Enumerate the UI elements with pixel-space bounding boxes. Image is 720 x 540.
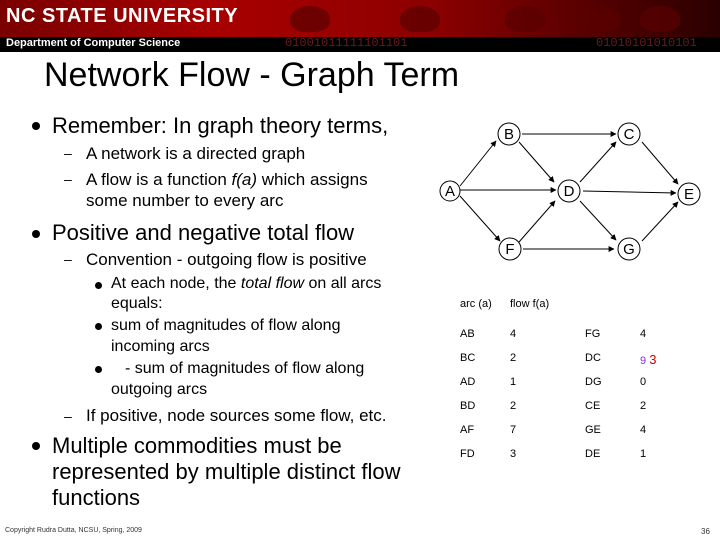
node-label-c: C	[623, 126, 635, 143]
flow-cell: 2	[510, 400, 517, 412]
edge-dg	[580, 201, 616, 240]
header-arc: arc (a)	[460, 298, 492, 310]
sub-bullet-convention: Convention - outgoing flow is positive	[86, 250, 367, 269]
edge-ab	[460, 141, 496, 186]
item-incoming: sum of magnitudes of flow along	[111, 317, 341, 334]
node-label-b: B	[503, 126, 515, 143]
total-flow-text: At each node, the	[111, 275, 241, 292]
wolf-logo-icon	[580, 6, 620, 32]
arc-cell: GE	[585, 424, 601, 436]
table-header-row	[460, 298, 680, 328]
item-outgoing-cont: outgoing arcs	[111, 381, 208, 398]
arc-cell: CE	[585, 400, 601, 412]
table-row	[460, 424, 680, 448]
flow-cell: 2	[510, 352, 517, 364]
bullet-remember: Remember: In graph theory terms,	[52, 113, 389, 138]
bullet-dot	[32, 442, 40, 450]
sub-bullet-flow	[86, 170, 368, 190]
arc-cell: DC	[585, 352, 601, 364]
dash-marker: –	[64, 145, 72, 161]
node-label-d: D	[563, 183, 575, 200]
network-graph	[430, 118, 720, 278]
flow-cell: 1	[510, 376, 517, 388]
flow-def-text: A flow is a function	[86, 170, 232, 189]
edge-ge	[642, 202, 678, 241]
table-row	[460, 352, 680, 376]
header-flow: flow f(a)	[510, 298, 550, 310]
copyright-footer: Copyright Rudra Dutta, NCSU, Spring, 2009	[5, 527, 142, 534]
binary-decoration: 01001011111101101	[285, 36, 408, 50]
edge-ce	[642, 142, 678, 184]
arc-cell: FG	[585, 328, 601, 340]
flow-cell: 4	[640, 328, 647, 340]
bullet-dot	[32, 122, 40, 130]
bullet-dot	[95, 282, 102, 289]
sub-bullet-network: A network is a directed graph	[86, 144, 306, 163]
table-row	[460, 448, 680, 472]
flow-cell: 4	[640, 424, 647, 436]
flow-table	[460, 298, 680, 472]
header-empty	[640, 298, 680, 328]
corrected-value: 3	[649, 352, 657, 367]
page-number: 36	[701, 527, 710, 536]
node-label-f: F	[505, 241, 515, 258]
sub-bullet-if-positive: If positive, node sources some flow, etc.	[86, 406, 387, 425]
graph-node-labels	[445, 126, 694, 258]
dash-marker: –	[64, 171, 72, 187]
edge-dc	[580, 142, 616, 182]
edge-fd	[519, 201, 555, 242]
arc-cell: DG	[585, 376, 602, 388]
edge-bd	[519, 142, 554, 182]
university-name: NC STATE UNIVERSITY	[6, 5, 239, 27]
header-empty	[585, 298, 640, 328]
department-name: Department of Computer Science	[6, 37, 181, 49]
flow-def-text: which assigns	[257, 170, 368, 189]
bullet-commodities-l1: Multiple commodities must be	[52, 433, 342, 458]
flow-function: f(a)	[231, 170, 258, 189]
flow-cell: 3	[510, 448, 517, 460]
item-incoming-cont: incoming arcs	[111, 338, 210, 355]
edge-af	[460, 196, 500, 241]
table-row	[460, 376, 680, 400]
item-outgoing: - sum of magnitudes of flow along	[125, 360, 365, 377]
table-row	[460, 400, 680, 424]
node-label-a: A	[444, 183, 456, 200]
node-label-e: E	[683, 186, 695, 203]
item-total-flow-cont: equals:	[111, 295, 163, 312]
item-total-flow	[111, 275, 381, 293]
bullet-commodities-l3: functions	[52, 485, 141, 510]
flow-cell: 2	[640, 400, 647, 412]
arc-cell: AF	[460, 424, 475, 436]
wolf-logo-icon	[505, 6, 545, 32]
bullet-dot	[95, 323, 102, 330]
node-label-g: G	[623, 241, 635, 258]
dash-marker: –	[64, 408, 72, 424]
flow-cell-edited	[640, 352, 680, 376]
arc-cell: DE	[585, 448, 601, 460]
edge-de	[583, 191, 676, 193]
flow-cell: 1	[640, 448, 647, 460]
total-flow-text: on all arcs	[304, 275, 382, 292]
struck-value: 9	[640, 355, 647, 367]
bullet-commodities-l2: represented by multiple distinct flow	[52, 459, 401, 484]
total-flow-em: total flow	[240, 275, 305, 292]
bullet-dot	[32, 230, 40, 238]
sub-bullet-flow-cont: some number to every arc	[86, 191, 284, 210]
arc-cell: BC	[460, 352, 476, 364]
arc-cell: BD	[460, 400, 476, 412]
bullet-positive-negative: Positive and negative total flow	[52, 220, 355, 245]
wolf-logo-icon	[290, 6, 330, 32]
binary-decoration: 01010101010101	[596, 36, 697, 50]
arc-cell: AD	[460, 376, 476, 388]
wolf-logo-icon	[640, 6, 680, 32]
bullet-dot	[95, 366, 102, 373]
university-banner	[0, 0, 720, 52]
table-row	[460, 328, 680, 352]
flow-cell: 0	[640, 376, 647, 388]
arc-cell: AB	[460, 328, 475, 340]
flow-cell: 4	[510, 328, 517, 340]
flow-cell: 7	[510, 424, 517, 436]
dash-marker: –	[64, 251, 72, 267]
slide-title: Network Flow - Graph Term	[44, 56, 460, 94]
arc-cell: FD	[460, 448, 475, 460]
wolf-logo-icon	[400, 6, 440, 32]
